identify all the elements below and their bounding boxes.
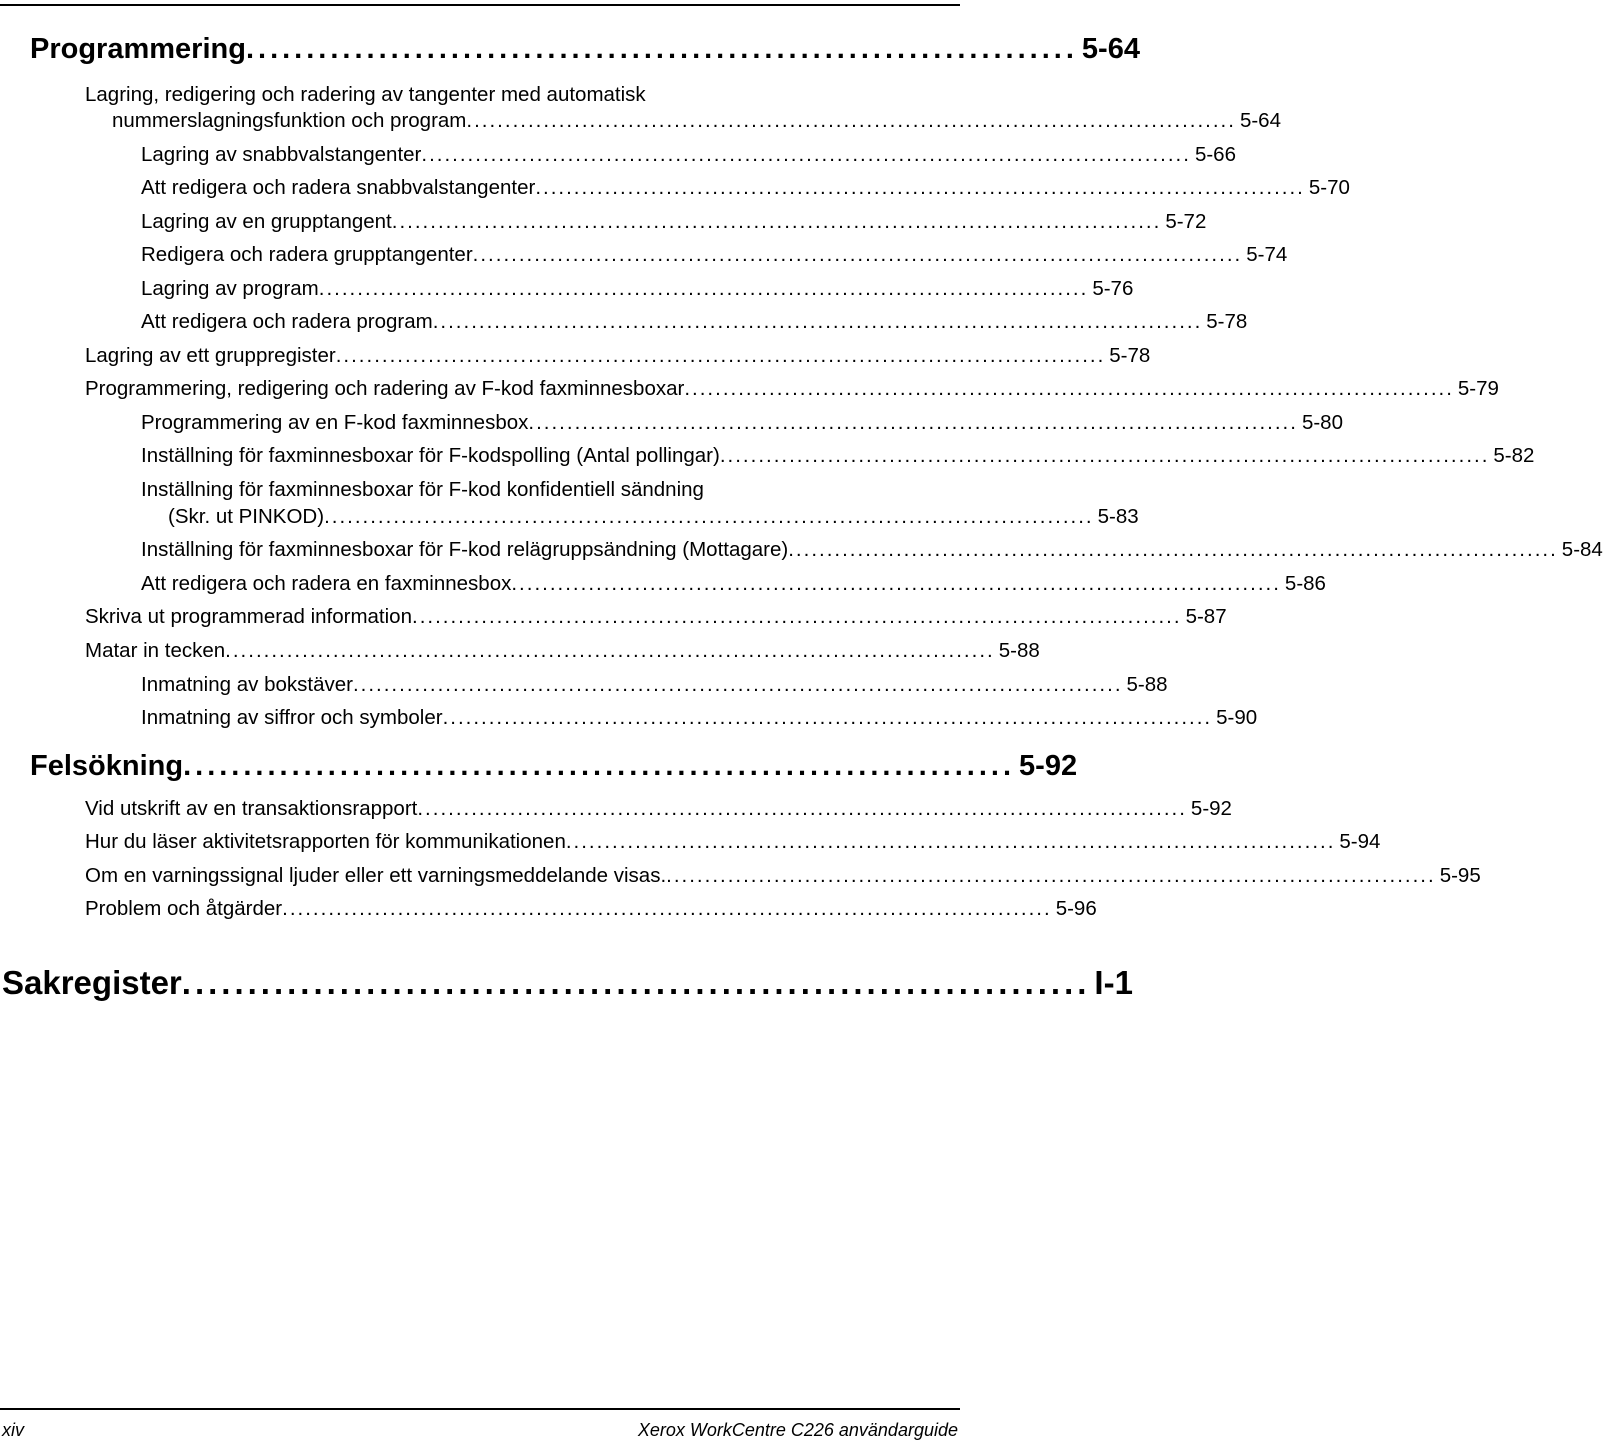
toc-entry-title: (Skr. ut PINKOD) [168, 505, 325, 528]
toc-entry-title-line1: Lagring, redigering och radering av tangenter med automatisk [85, 83, 646, 106]
toc-entry-title: Att redigera och radera en faxminnesbox [141, 572, 512, 595]
toc-entry[interactable] [85, 897, 1097, 921]
toc-page-number: 5-70 [1308, 176, 1350, 199]
toc-page-number: 5-79 [1457, 377, 1499, 400]
top-rule [0, 4, 960, 6]
toc-entry-title: Skriva ut programmerad information [85, 605, 412, 628]
toc-entry[interactable] [141, 673, 1168, 697]
toc-entry-title: Att redigera och radera snabbvalstangenter [141, 176, 536, 199]
dot-leader: .................................................................................................... [666, 864, 1436, 887]
toc-page-number: 5-88 [998, 639, 1040, 662]
dot-leader: .................................................................................................... [282, 897, 1052, 920]
toc-entry[interactable] [141, 310, 1248, 334]
toc-entry-title: Vid utskrift av en transaktionsrapport [85, 797, 418, 820]
toc-section-felsokning[interactable] [30, 750, 1078, 783]
footer-page-number: xiv [2, 1420, 24, 1440]
toc-entry[interactable] [85, 639, 1040, 663]
toc-page-number: 5-96 [1055, 897, 1097, 920]
toc-entry-title-line1: Inställning för faxminnesboxar för F-kod konfidentiell sändning [141, 478, 704, 501]
toc-section-sakregister[interactable] [2, 964, 1133, 1002]
dot-leader: ..................................................................... [245, 33, 1078, 65]
toc-section-programmering[interactable] [30, 33, 1140, 66]
toc-entry-title: Om en varningssignal ljuder eller ett varningsmeddelande visas. [85, 864, 667, 887]
toc-page-number: 5-78 [1206, 310, 1248, 333]
toc-entry-title: Programmering av en F-kod faxminnesbox [141, 411, 529, 434]
toc-entry[interactable] [85, 797, 1232, 821]
toc-entry-title: Inmatning av bokstäver [141, 673, 353, 696]
dot-leader: .................................................................................................... [466, 109, 1236, 132]
toc-entry-title: Matar in tecken [85, 639, 226, 662]
toc-entry[interactable] [85, 864, 1481, 888]
toc-entry-title: Problem och åtgärder [85, 897, 283, 920]
toc-entry[interactable] [141, 143, 1236, 167]
toc-entry[interactable] [141, 411, 1343, 435]
toc-entry-title: Lagring av en grupptangent [141, 210, 392, 233]
toc-entry[interactable] [141, 210, 1207, 234]
toc-entry[interactable] [141, 243, 1288, 267]
toc-page-number: 5-82 [1493, 444, 1535, 467]
dot-leader: .................................................................................................... [352, 673, 1123, 696]
toc-entry[interactable] [85, 605, 1227, 629]
dot-leader: .................................................................................................... [225, 639, 995, 662]
toc-entry-title: Lagring av ett gruppregister [85, 344, 336, 367]
toc-page-number: 5-88 [1126, 673, 1168, 696]
toc-entry[interactable] [141, 538, 1603, 562]
toc-entry-title: Lagring av snabbvalstangenter [141, 143, 422, 166]
toc-section-title: Felsökning [30, 750, 184, 782]
dot-leader: .................................................................................................... [472, 243, 1243, 266]
toc-page-number: 5-78 [1109, 344, 1151, 367]
toc-page-number: 5-92 [1190, 797, 1232, 820]
footer-book-title: Xerox WorkCentre C226 användarguide [637, 1420, 958, 1440]
toc-page-number: 5-80 [1301, 411, 1343, 434]
toc-entry-title: nummerslagningsfunktion och program [112, 109, 467, 132]
toc-entry[interactable] [85, 830, 1381, 854]
toc-entry[interactable] [141, 572, 1326, 596]
toc-page-number: 5-72 [1165, 210, 1207, 233]
toc-page-number: 5-87 [1185, 605, 1227, 628]
dot-leader: .................................................................................................... [432, 310, 1203, 333]
toc-section-title: Sakregister [2, 964, 182, 1001]
dot-leader: .................................................................................................... [788, 538, 1558, 561]
dot-leader: .................................................................................................... [535, 176, 1305, 199]
footer-rule [0, 1408, 960, 1410]
dot-leader: .................................................................................................... [719, 444, 1490, 467]
dot-leader: .................................................................................................... [417, 797, 1187, 820]
toc-page-number: 5-83 [1097, 505, 1139, 528]
toc-entry[interactable] [141, 277, 1134, 301]
toc-entry[interactable] [168, 505, 1139, 529]
dot-leader: .................................................................................................... [511, 572, 1281, 595]
toc-entry[interactable] [112, 109, 1281, 133]
toc-entry-title: Redigera och radera grupptangenter [141, 243, 473, 266]
toc-page-number: 5-90 [1216, 706, 1258, 729]
dot-leader: .................................................................................................... [565, 830, 1336, 853]
toc-page-number: 5-76 [1092, 277, 1134, 300]
toc-entry-title: Inställning för faxminnesboxar för F-kod relägruppsändning (Mottagare) [141, 538, 789, 561]
toc-entry[interactable] [85, 344, 1151, 368]
dot-leader: .................................................................................................... [684, 377, 1454, 400]
dot-leader: .................................................................................................... [412, 605, 1182, 628]
toc-page-number: 5-86 [1284, 572, 1326, 595]
toc-page-number: 5-64 [1081, 33, 1140, 65]
dot-leader: .................................................................................................... [421, 143, 1191, 166]
toc-page-number: I-1 [1094, 964, 1133, 1001]
toc-page-number: 5-84 [1561, 538, 1603, 561]
dot-leader: .................................................................................................... [324, 505, 1094, 528]
dot-leader: .................................................................................................... [391, 210, 1162, 233]
toc-page-number: 5-66 [1194, 143, 1236, 166]
toc-entry-title: Lagring av program [141, 277, 319, 300]
toc-page-number: 5-64 [1239, 109, 1281, 132]
dot-leader: .................................................................................................... [335, 344, 1106, 367]
toc-entry[interactable] [85, 377, 1499, 401]
toc-page-number: 5-95 [1439, 864, 1481, 887]
toc-entry-title: Hur du läser aktivitetsrapporten för kommunikationen [85, 830, 566, 853]
dot-leader: .................................................................................................... [318, 277, 1089, 300]
toc-page-number: 5-94 [1339, 830, 1381, 853]
dot-leader: .................................................................................................... [528, 411, 1298, 434]
toc-entry-title: Att redigera och radera program [141, 310, 433, 333]
toc-page-number: 5-74 [1246, 243, 1288, 266]
toc-entry[interactable] [141, 444, 1535, 468]
toc-page-number: 5-92 [1019, 750, 1078, 782]
toc-entry-title: Inmatning av siffror och symboler [141, 706, 443, 729]
toc-entry-title: Programmering, redigering och radering av F-kod faxminnesboxar [85, 377, 685, 400]
toc-entry-title: Inställning för faxminnesboxar för F-kodspolling (Antal pollingar) [141, 444, 720, 467]
dot-leader: ..................................................................... [183, 750, 1016, 782]
dot-leader: ..................................................................... [181, 964, 1091, 1001]
toc-entry[interactable] [141, 706, 1258, 730]
toc-entry[interactable] [141, 176, 1350, 200]
dot-leader: .................................................................................................... [442, 706, 1213, 729]
toc-section-title: Programmering [30, 33, 246, 65]
